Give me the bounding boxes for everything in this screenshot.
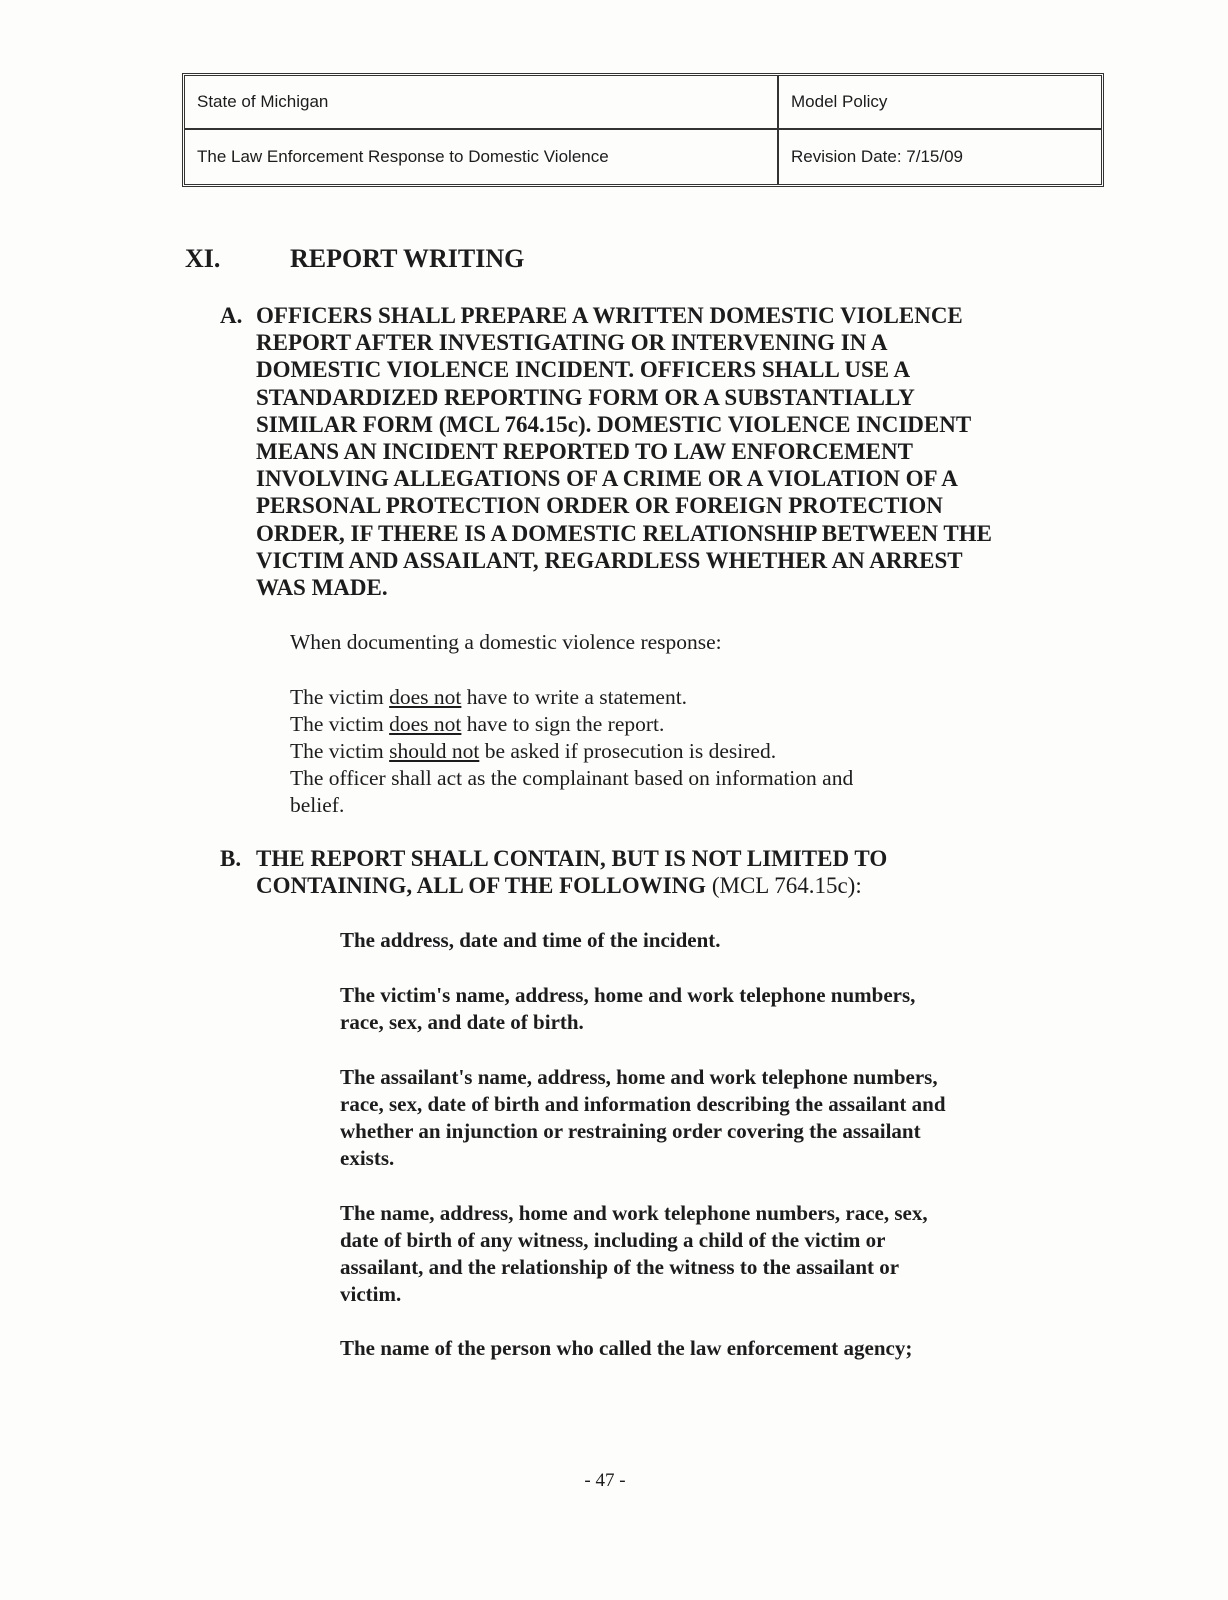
report-item [340,927,721,954]
section-a-label: A. [220,303,243,328]
text-line: race, sex, and date of birth. [340,1010,584,1034]
text-line: whether an injunction or restraining order covering the assailant [340,1119,921,1143]
text-line: The assailant's name, address, home and work telephone numbers, [340,1065,938,1089]
text: have to sign the report. [461,712,665,736]
text-line: The address, date and time of the incident. [340,928,721,952]
text-line: The victim's name, address, home and work telephone numbers, [340,983,916,1007]
documenting-intro: When documenting a domestic violence response: [290,630,722,654]
text-line: victim. [340,1282,402,1306]
underlined-text: should not [389,739,480,763]
report-item [340,982,915,1036]
text-line: STANDARDIZED REPORTING FORM OR A SUBSTANTIALLY [256,384,915,410]
text-line: date of birth of any witness, including a child of the victim or [340,1228,886,1252]
text: have to write a statement. [461,685,688,709]
header-policy-type: Model Policy [791,92,888,111]
text: The victim [290,712,390,736]
text-line: The name, address, home and work telephone numbers, race, sex, [340,1201,928,1225]
point-line: belief. [290,793,345,817]
header-title: The Law Enforcement Response to Domestic Violence [197,147,609,166]
text-line: PERSONAL PROTECTION ORDER OR FOREIGN PROTECTION [256,493,943,519]
header-revision: Revision Date: 7/15/09 [791,147,963,166]
page-number: - 47 - [584,1470,626,1491]
point-line [290,684,853,711]
report-item [340,1335,912,1362]
text-line: INVOLVING ALLEGATIONS OF A CRIME OR A VIOLATION OF A [256,466,958,492]
text-line: REPORT AFTER INVESTIGATING OR INTERVENING IN A [256,330,888,356]
text-line: OFFICERS SHALL PREPARE A WRITTEN DOMESTIC VIOLENCE [256,303,963,328]
text: The victim [290,739,390,763]
text-line: SIMILAR FORM (MCL 764.15c). DOMESTIC VIOLENCE INCIDENT [256,411,972,437]
section-b-label: B. [220,846,242,871]
section-a-text [256,302,992,601]
text-line: race, sex, date of birth and information describing the assailant and [340,1092,946,1116]
section-number: XI. [185,244,221,273]
point-line: The officer shall act as the complainant based on information and [290,766,854,790]
report-item [340,1064,946,1172]
text-line: DOMESTIC VIOLENCE INCIDENT. OFFICERS SHALL USE A [256,357,911,383]
text: be asked if prosecution is desired. [479,739,777,763]
text-line: The name of the person who called the law enforcement agency; [340,1336,913,1360]
text-line: MEANS AN INCIDENT REPORTED TO LAW ENFORCEMENT [256,439,913,465]
underlined-text: does not [389,712,462,736]
point-line [290,711,853,738]
text-line [256,872,887,899]
section-title: REPORT WRITING [290,244,525,273]
header-state: State of Michigan [197,92,329,111]
header-table [182,73,1104,187]
text-line: ORDER, IF THERE IS A DOMESTIC RELATIONSHIP BETWEEN THE [256,520,992,546]
text-line: THE REPORT SHALL CONTAIN, BUT IS NOT LIMITED TO [256,846,888,871]
text-line: VICTIM AND ASSAILANT, REGARDLESS WHETHER AN ARREST [256,547,963,573]
underlined-text: does not [389,685,462,709]
text-line: assailant, and the relationship of the witness to the assailant or [340,1255,900,1279]
text-line: exists. [340,1146,395,1170]
text: CONTAINING, ALL OF THE FOLLOWING [256,873,707,899]
point-line [290,738,853,765]
statute-reference: (MCL 764.15c): [706,873,862,899]
section-b-text [256,845,887,899]
report-item [340,1200,928,1308]
text: The victim [290,685,390,709]
text-line: WAS MADE. [256,575,388,601]
documenting-points [290,684,853,819]
